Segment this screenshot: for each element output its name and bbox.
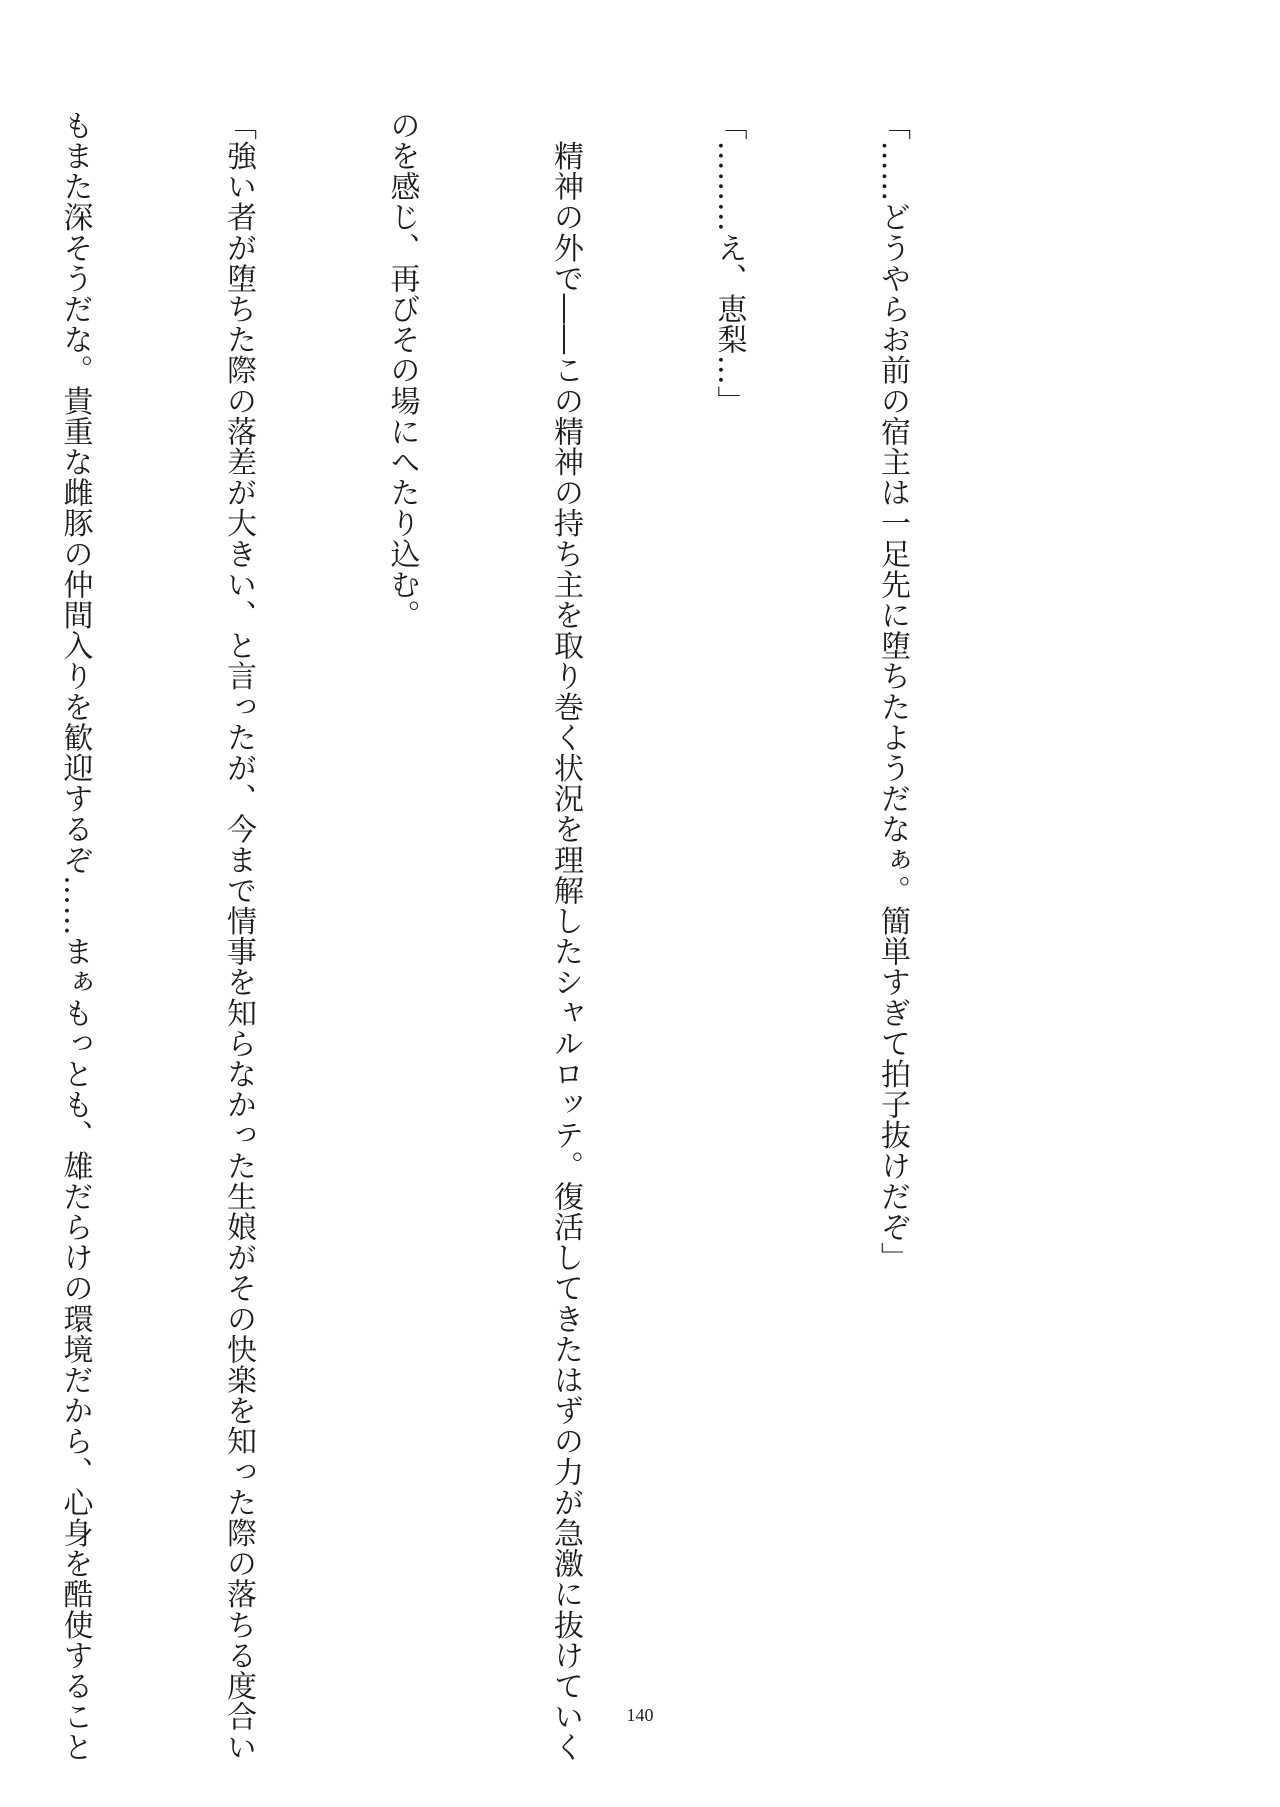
page-number: 140: [626, 1705, 654, 1725]
text-line: のを感じ、再びその場にへたり込む。: [384, 110, 420, 631]
text-line: 「………え、恵梨…」: [711, 110, 747, 416]
text-line: 「強い者が堕ちた際の落差が大きい、と言ったが、今まで情事を知らなかった生娘がその快楽を知った際の落ちる度合い: [221, 110, 256, 1763]
text-line: 「……どうやらお前の宿主は一足先に堕ちたようだなぁ。簡単すぎて拍子抜けだぞ」: [875, 110, 910, 1273]
text-line: もまた深そうだな。貴重な雌豚の仲間入りを歓迎するぞ……まぁもっとも、雄だらけの環境だから、心身を酷使すること: [57, 110, 93, 1763]
text-line: 精神の外で――この精神の持ち主を取り巻く状況を理解したシャルロッテ。復活してきたはずの力が急激に抜けていく: [548, 110, 583, 1763]
